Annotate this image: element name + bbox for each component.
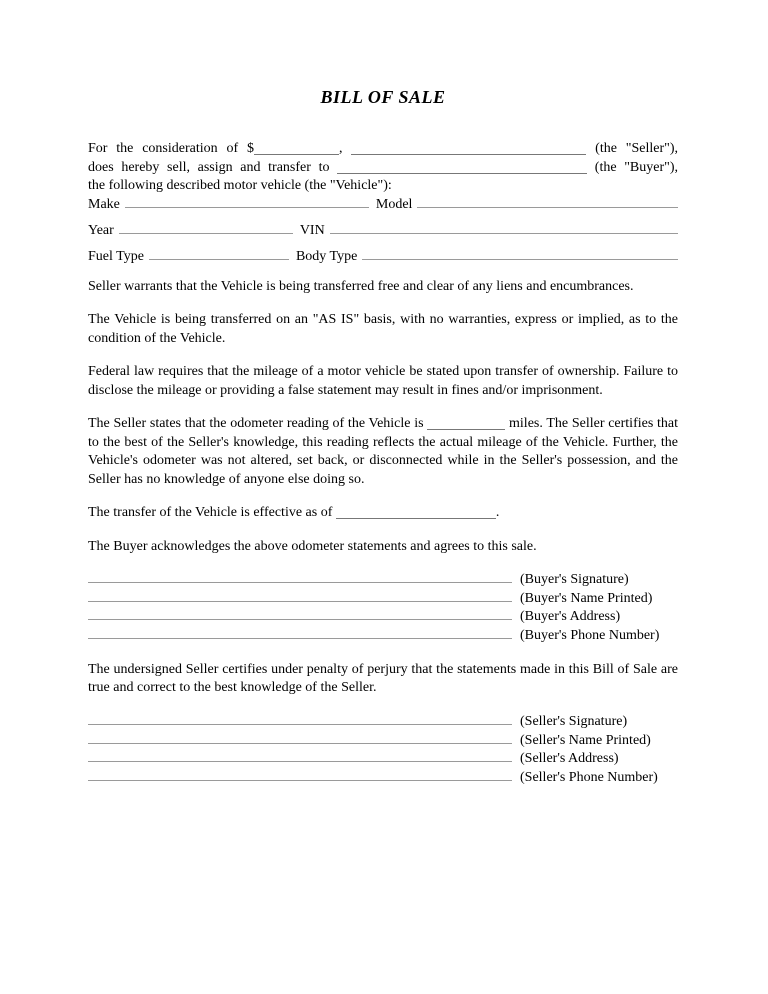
odometer-paragraph — [88, 415, 678, 489]
buyer-signature-label: (Buyer's Signature) — [520, 572, 629, 587]
federal-law-paragraph: Federal law requires that the mileage of a motor vehicle be stated upon transfer of ownership. Failure to disclose the mileage or providing a false statement may result in fines and/or imprisonment. — [88, 364, 678, 398]
seller-cert-paragraph: The undersigned Seller certifies under penalty of perjury that the statements made in this Bill of Sale are true and correct to the best knowledge of the Seller. — [88, 661, 678, 696]
buyer-designation-text: (the "Buyer"), — [594, 159, 679, 175]
buyer-phone-blank[interactable] — [88, 629, 512, 639]
model-label: Model — [375, 196, 413, 212]
vehicle-fields — [88, 196, 678, 266]
transfer-text: The transfer of the Vehicle is effective as of — [88, 505, 333, 520]
document-title: BILL OF SALE — [320, 87, 446, 107]
vin-blank[interactable] — [330, 224, 678, 234]
intro-consideration-text: For the consideration of $ — [88, 141, 254, 156]
year-vin-row — [88, 222, 678, 240]
transfer-period: . — [495, 505, 500, 520]
seller-phone-label: (Seller's Phone Number) — [520, 769, 658, 785]
fuel-type-blank[interactable] — [149, 250, 289, 260]
seller-address-row — [88, 750, 678, 769]
buyer-signature-block — [88, 571, 678, 646]
buyer-address-blank[interactable] — [88, 610, 512, 620]
intro-line-3: the following described motor vehicle (the "Vehicle"): — [88, 178, 392, 193]
odometer-reading-blank[interactable] — [427, 420, 505, 430]
buyer-ack-paragraph: The Buyer acknowledges the above odometer statements and agrees to this sale. — [88, 538, 537, 554]
buyer-signature-blank[interactable] — [88, 573, 512, 583]
buyer-name-blank[interactable] — [337, 164, 587, 174]
buyer-address-label: (Buyer's Address) — [520, 609, 621, 625]
intro-line-2 — [88, 159, 678, 178]
amount-blank[interactable] — [254, 145, 339, 155]
odometer-text-2: miles. The Seller certifies that to the best of the Seller's knowledge, this reading reflects the actual mileage of the Vehicle. Further, the Vehicle's odometer was not altered, set back, or disconnected while in the Seller's possession, and the Seller has no knowledge of anyone else doing so. — [88, 416, 679, 487]
seller-signature-blank[interactable] — [88, 715, 512, 725]
buyer-phone-row — [88, 627, 678, 646]
seller-phone-blank[interactable] — [88, 771, 512, 781]
odometer-text-1: The Seller states that the odometer reading of the Vehicle is — [88, 416, 424, 431]
fuel-body-row — [88, 248, 678, 266]
make-label: Make — [88, 196, 120, 212]
seller-signature-label: (Seller's Signature) — [520, 713, 628, 729]
as-is-paragraph: The Vehicle is being transferred on an "AS IS" basis, with no warranties, express or implied, as to the condition of the Vehicle. — [88, 312, 678, 346]
year-blank[interactable] — [119, 224, 293, 234]
intro-line-1 — [88, 140, 678, 159]
seller-signature-row — [88, 713, 678, 732]
make-blank[interactable] — [125, 198, 369, 208]
buyer-name-row — [88, 590, 678, 609]
seller-phone-row — [88, 769, 678, 788]
seller-name-blank[interactable] — [351, 145, 586, 155]
vin-label: VIN — [299, 222, 325, 238]
model-blank[interactable] — [417, 198, 678, 208]
seller-name-row — [88, 732, 678, 751]
comma: , — [338, 141, 343, 156]
year-label: Year — [88, 222, 114, 238]
make-model-row — [88, 196, 678, 214]
liens-paragraph: Seller warrants that the Vehicle is being transferred free and clear of any liens and encumbrances. — [88, 278, 634, 294]
seller-name-printed-label: (Seller's Name Printed) — [520, 732, 651, 748]
seller-designation-text: (the "Seller"), — [595, 141, 679, 156]
seller-name-printed-blank[interactable] — [88, 734, 512, 744]
seller-address-label: (Seller's Address) — [520, 751, 619, 767]
fuel-type-label: Fuel Type — [88, 248, 144, 264]
transfer-to-text: does hereby sell, assign and transfer to — [88, 159, 330, 175]
buyer-name-printed-label: (Buyer's Name Printed) — [520, 590, 653, 606]
buyer-phone-label: (Buyer's Phone Number) — [520, 628, 660, 644]
buyer-signature-row — [88, 571, 678, 590]
body-type-blank[interactable] — [362, 250, 678, 260]
seller-address-blank[interactable] — [88, 752, 512, 762]
intro-paragraph — [88, 140, 678, 196]
buyer-address-row — [88, 608, 678, 627]
effective-date-blank[interactable] — [336, 509, 496, 519]
transfer-date-paragraph — [88, 504, 678, 523]
buyer-name-printed-blank[interactable] — [88, 592, 512, 602]
seller-signature-block — [88, 713, 678, 788]
body-type-label: Body Type — [295, 248, 358, 264]
